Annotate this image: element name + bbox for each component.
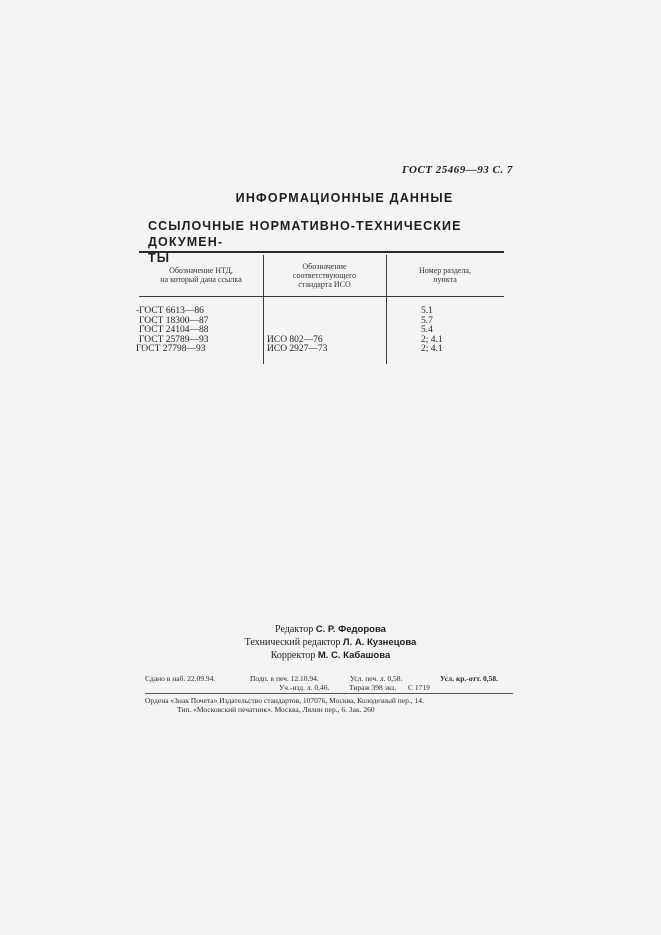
body-divider-2 xyxy=(386,296,387,364)
table-row-1-section: 5.1 xyxy=(421,306,433,316)
proofreader-name: М. С. Кабашова xyxy=(317,650,391,661)
subtitle-line-2: ТЫ xyxy=(148,251,171,265)
print-info-line-1 xyxy=(145,674,515,683)
table-row-2-ntd: ГОСТ 18300—87 xyxy=(139,315,209,326)
header-ntd: Обозначение НТД, на который дана ссылка xyxy=(160,266,242,284)
publisher-info xyxy=(145,696,515,714)
tech-editor-name: Л. А. Кузнецова xyxy=(342,637,417,648)
table-row-5-iso: ИСО 2927—73 xyxy=(267,344,328,355)
table-row-1-ntd: -ГОСТ 6613—86 xyxy=(136,306,204,316)
print-sheets: Усл. печ. л. 0,58. xyxy=(350,674,403,683)
table-row-4-section: 2; 4.1 xyxy=(421,334,443,345)
document-reference: ГОСТ 25469—93 С. 7 xyxy=(402,164,513,176)
proofreader-credit: Корректор М. С. Кабашова xyxy=(270,650,391,661)
signed-date: Подп. в печ. 12.10.94. xyxy=(250,674,319,683)
table-row-2-section: 5.7 xyxy=(421,315,433,326)
table-row-4-iso: ИСО 802—76 xyxy=(267,334,323,345)
table-row-3-ntd: ГОСТ 24104—88 xyxy=(139,325,209,336)
print-info-divider xyxy=(145,693,513,694)
table-row-3-section: 5.4 xyxy=(421,325,433,336)
print-info-line-2 xyxy=(145,683,515,692)
table-header-rule xyxy=(139,296,504,297)
publisher-line-2: Тип. «Московский печатник». Москва, Лялин пер., 6. Зак. 260 xyxy=(177,705,375,714)
editor-name: С. Р. Федорова xyxy=(315,624,386,635)
subtitle-line-1: ССЫЛОЧНЫЕ НОРМАТИВНО-ТЕХНИЧЕСКИЕ ДОКУМЕН- xyxy=(148,219,462,249)
publisher-line-1: Ордена «Знак Почета» Издательство стандартов, 107076, Москва, Колодезный пер., 14. xyxy=(145,696,424,705)
table-row-5-section: 2; 4.1 xyxy=(421,344,443,355)
submitted-date: Сдано в наб. 22.09.94. xyxy=(145,674,216,683)
section-title: ИНФОРМАЦИОННЫЕ ДАННЫЕ xyxy=(235,191,454,205)
order-number: С 1719 xyxy=(408,683,430,692)
body-divider-1 xyxy=(263,296,264,364)
subtitle xyxy=(148,218,508,266)
credits-block xyxy=(0,623,661,662)
table-top-rule xyxy=(139,251,504,253)
print-info xyxy=(145,674,515,692)
tech-editor-credit: Технический редактор Л. А. Кузнецова xyxy=(244,637,417,648)
header-iso: Обозначение соответствующего стандарта ИСО xyxy=(292,262,357,289)
table-row-4-ntd: ГОСТ 25789—93 xyxy=(139,334,209,345)
header-section: Номер раздела, пункта xyxy=(419,266,471,284)
publish-sheets: Уч.-изд. л. 0,46. xyxy=(279,683,330,692)
circulation: Тираж 398 экз. xyxy=(349,683,397,692)
color-prints: Усл. кр.-отт. 0,58. xyxy=(440,674,499,683)
editor-credit: Редактор С. Р. Федорова xyxy=(275,624,386,635)
table-row-5-ntd: ГОСТ 27798—93 xyxy=(136,344,206,355)
